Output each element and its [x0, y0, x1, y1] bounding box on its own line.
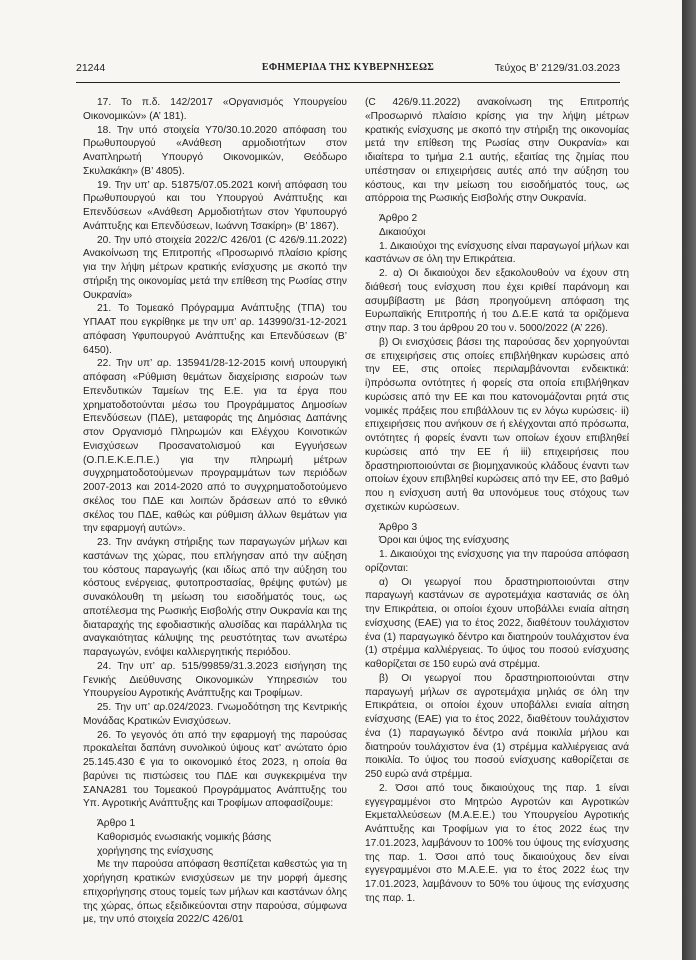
- recital-17: 17. Το π.δ. 142/2017 «Οργανισμός Υπουργείου Οικονομικών» (Α’ 181).: [83, 97, 347, 122]
- recital-25: 25. Την υπ’ αρ.024/2023. Γνωμοδότηση της Κεντρικής Μονάδας Κρατικών Ενισχύσεων.: [83, 702, 347, 727]
- page-header: [76, 62, 620, 80]
- recital-23: 23. Την ανάγκη στήριξης των παραγωγών μήλων και καστάνων της χώρας, που επλήγησαν από την αύξηση του κόστους παραγωγής (και ιδίως από την αύξηση του κόστους ενέργειας, φυτοπροστασίας, θρέψης φυτών) με συνακόλουθη τη μείωση του εισοδήματός τους, ως αποτέλεσμα της Ρωσικής Εισβολής στην Ουκρανία και της διαταραχής της εφοδιαστικής αλυσίδας και παράλληλα τις αναγκαιότητας κάλυψης της ρευστότητας των ανωτέρω παραγωγών, ενόψει καλλιεργητικής περιόδου.: [83, 537, 347, 658]
- article-3-paragraph-2: 2. Όσοι από τους δικαιούχους της παρ. 1 είναι εγγεγραμμένοι στο Μητρώο Αγροτών και Αγροτικών Εκμεταλλεύσεων (Μ.Α.Ε.Ε.) του Υπουργείου Αγροτικής Ανάπτυξης και Τροφίμων για το έτος 2022 έως την 17.01.2023, λαμβάνουν το 100% του ύψους της ενίσχυσης της παρ. 1. Όσοι από τους δικαιούχους δεν είναι εγγεγραμμένοι στο Μ.Α.Ε.Ε. για το έτος 2022 έως την 17.01.2023, λαμβάνουν το 50% του ύψους της ενίσχυσης της παρ. 1.: [365, 782, 629, 904]
- article-1-subtitle-1: Καθορισμός ενωσιακής νομικής βάσης: [97, 831, 272, 843]
- article-1-continuation: (C 426/9.11.2022) ανακοίνωση της Επιτροπής «Προσωρινό πλαίσιο κρίσης για την λήψη μέτρων κρατικής ενίσχυσης με σκοπό την στήριξη της οικονομίας μετά την επίθεση της Ρωσίας στην Ουκρανία» και ιδιαίτερα το τμήμα 2.1 αυτής, εξαιτίας της ζημίας που υπέστησαν οι επιχειρήσεις αυτές από την αύξηση του κόστους, και την μείωση του εισοδήματός τους, ως απόρροια της Ρωσικής Εισβολής στην Ουκρανία.: [365, 97, 629, 205]
- article-3-paragraph-1a: α) Οι γεωργοί που δραστηριοποιούνται στην παραγωγή καστάνων σε αγροτεμάχια καστανιάς σε όλη την Επικράτεια, οι οποίοι έχουν υποβάλλει ενιαία αίτηση ενίσχυσης (ΕΑΕ) για το έτος 2022, διαθέτουν τουλάχιστον ένα (1) παραγωγικό δέντρο και διατηρούν τουλάχιστον ένα (1) στρέμμα καλλιέργειας. Το ύψος του ποσού ενίσχυσης καθορίζεται σε 150 ευρώ ανά στρέμμα.: [365, 576, 629, 670]
- left-column: [83, 96, 347, 927]
- article-1-subtitle-2: χορήγησης της ενίσχυσης: [97, 845, 214, 857]
- article-2-paragraph-2a: 2. α) Οι δικαιούχοι δεν εξακολουθούν να έχουν στη διάθεσή τους ενίσχυση που έχει κριθεί παράνομη και ασυμβίβαστη με βάση προηγούμενη απόφαση της Ευρωπαϊκής Επιτροπής ή του Δ.Ε.Ε κατά τα οριζόμενα στην παρ. 3 του άρθρου 20 του ν. 5000/2022 (Α’ 226).: [365, 268, 629, 334]
- article-3-subtitle: Όροι και ύψος της ενίσχυσης: [379, 535, 510, 547]
- page-number: 21244: [76, 62, 106, 74]
- header-divider: [76, 82, 620, 83]
- background-edge: [682, 0, 696, 960]
- article-2-paragraph-2b: β) Οι ενισχύσεις βάσει της παρούσας δεν χορηγούνται σε επιχειρήσεις στις οποίες επιβλήθηκαν κυρώσεις από την ΕΕ, στις οποίες περιλαμβάνονται ενδεικτικά: i)πρόσωπα οντότητες ή φορείς στα οποία επιβλήθηκαν κυρώσεις από την ΕΕ και που κατονομάζονται ρητά στις νομικές πράξεις που επιβάλλουν τις εν λόγω κυρώσεις· ii) επιχειρήσεις που ανήκουν σε ή ελέγχονται από πρόσωπα, οντότητες ή φορείς έναντι των οποίων έχουν επιβληθεί κυρώσεις από την ΕΕ ή iii) επιχειρήσεις που δραστηριοποιούνται σε βιομηχανικούς κλάδους έναντι των οποίων έχουν επιβληθεί κυρώσεις από την ΕΕ, στο βαθμό που η ενίσχυση αυτή θα υπονόμευε τους στόχους των σχετικών κυρώσεων.: [365, 336, 629, 513]
- article-3-paragraph-1: 1. Δικαιούχοι της ενίσχυσης για την παρούσα απόφαση ορίζονται:: [365, 549, 629, 574]
- recital-24: 24. Την υπ’ αρ. 515/99859/31.3.2023 εισήγηση της Γενικής Διεύθυνσης Οικονομικών Υπηρεσιών του Υπουργείου Αγροτικής Ανάπτυξης και Τροφίμων.: [83, 660, 347, 700]
- article-1-body: Με την παρούσα απόφαση θεσπίζεται καθεστώς για τη χορήγηση κρατικών ενισχύσεων με την μορφή άμεσης επιχορήγησης στους τομείς των μήλων και καστάνων όλης της χώρας, όπως εξειδικεύονται στην παρούσα, σύμφωνα με, την υπό στοιχεία 2022/C 426/01: [83, 859, 347, 926]
- recital-18: 18. Την υπό στοιχεία Υ70/30.10.2020 απόφαση του Πρωθυπουργού «Ανάθεση αρμοδιοτήτων στον Αναπληρωτή Υπουργό Οικονομικών, Θεόδωρο Σκυλακάκη» (Β’ 4805).: [83, 124, 347, 177]
- article-2-subtitle: Δικαιούχοι: [379, 226, 426, 238]
- recital-21: 21. Το Τομεακό Πρόγραμμα Ανάπτυξης (ΤΠΑ) του ΥΠΑΑΤ που εγκρίθηκε με την υπ’ αρ. 143990/31-12-2021 απόφαση Υφυπουργού Ανάπτυξης και Επενδύσεων (Β’ 6450).: [83, 303, 347, 356]
- recital-19: 19. Την υπ’ αρ. 51875/07.05.2021 κοινή απόφαση του Πρωθυπουργού και του Υπουργού Ανάπτυξης και Επενδύσεων «Ανάθεση Αρμοδιοτήτων στον Υφυπουργό Ανάπτυξης και Επενδύσεων, Ιωάννη Τσακίρη» (Β’ 1867).: [83, 179, 347, 232]
- article-2-title: Άρθρο 2: [379, 213, 418, 224]
- article-2-paragraph-1: 1. Δικαιούχοι της ενίσχυσης είναι παραγωγοί μήλων και καστάνων σε όλη την Επικράτεια.: [365, 240, 629, 266]
- article-1-title: Άρθρο 1: [97, 818, 136, 829]
- issue-number: Τεύχος Β’ 2129/31.03.2023: [494, 62, 620, 74]
- recital-20: 20. Την υπό στοιχεία 2022/C 426/01 (C 426/9.11.2022) Ανακοίνωση της Επιτροπής «Προσωρινό πλαίσιο κρίσης για την λήψη μέτρων κρατικής ενίσχυσης με σκοπό την στήριξη της οικονομίας μετά την επίθεση της Ρωσίας στην Ουκρανία»: [83, 234, 347, 301]
- right-column: [365, 96, 629, 906]
- recital-26: 26. Το γεγονός ότι από την εφαρμογή της παρούσας προκαλείται δαπάνη συνολικού ύψους κατ’ ανώτατο όριο 25.145.430 € για το οικονομικό έτος 2023, η οποία θα βαρύνει τις πιστώσεις του ΠΔΕ και συγκεκριμένα την ΣΑΝΑ281 του Τομεακού Προγράμματος Ανάπτυξης του Υπ. Αγροτικής Ανάπτυξης και Τροφίμων αποφασίζουμε:: [83, 729, 347, 810]
- article-3-title: Άρθρο 3: [379, 521, 418, 533]
- gazette-title: ΕΦΗΜΕΡΙΔΑ ΤΗΣ ΚΥΒΕΡΝΗΣΕΩΣ: [261, 62, 435, 73]
- recital-22: 22. Την υπ’ αρ. 135941/28-12-2015 κοινή υπουργική απόφαση «Ρύθμιση θεμάτων διαχείρισης εισροών των Επενδυτικών Ταμείων της Ε.Ε. για τα έργα που χρηματοδοτούνται μέσω του Προγράμματος Δημοσίων Επενδύσεων (ΠΔΕ), μεταφοράς της Δημόσιας Δαπάνης στον Οργανισμό Πληρωμών και Ελέγχου Κοινοτικών Ενισχύσεων Προσανατολισμού και Εγγυήσεων (Ο.Π.Ε.Κ.Ε.Π.Ε.) για την πληρωμή μέτρων συγχρηματοδοτούμενων προγραμμάτων των περιόδων 2007-2013 και 2014-2020 από το συγχρηματοδοτούμενο σκέλος του ΠΔΕ και λοιπών δράσεων από το εθνικό σκέλος του ΠΔΕ, καθώς και ρύθμιση άλλων θεμάτων για την εφαρμογή αυτών».: [83, 358, 347, 535]
- article-3-paragraph-1b: β) Οι γεωργοί που δραστηριοποιούνται στην παραγωγή μήλων σε αγροτεμάχια μηλιάς σε όλη την Επικράτεια, οι οποίοι έχουν υποβάλλει ενιαία αίτηση ενίσχυσης (ΕΑΕ) για το έτος 2022, διαθέτουν τουλάχιστον ένα (1) παραγωγικό δέντρο ανά ποικιλία μήλου και διατηρούν τουλάχιστον ένα (1) στρέμμα καλλιέργειας ανά ποικιλία. Το ύψος του ποσού ενίσχυσης καθορίζεται σε 250 ευρώ ανά στρέμμα.: [365, 672, 629, 780]
